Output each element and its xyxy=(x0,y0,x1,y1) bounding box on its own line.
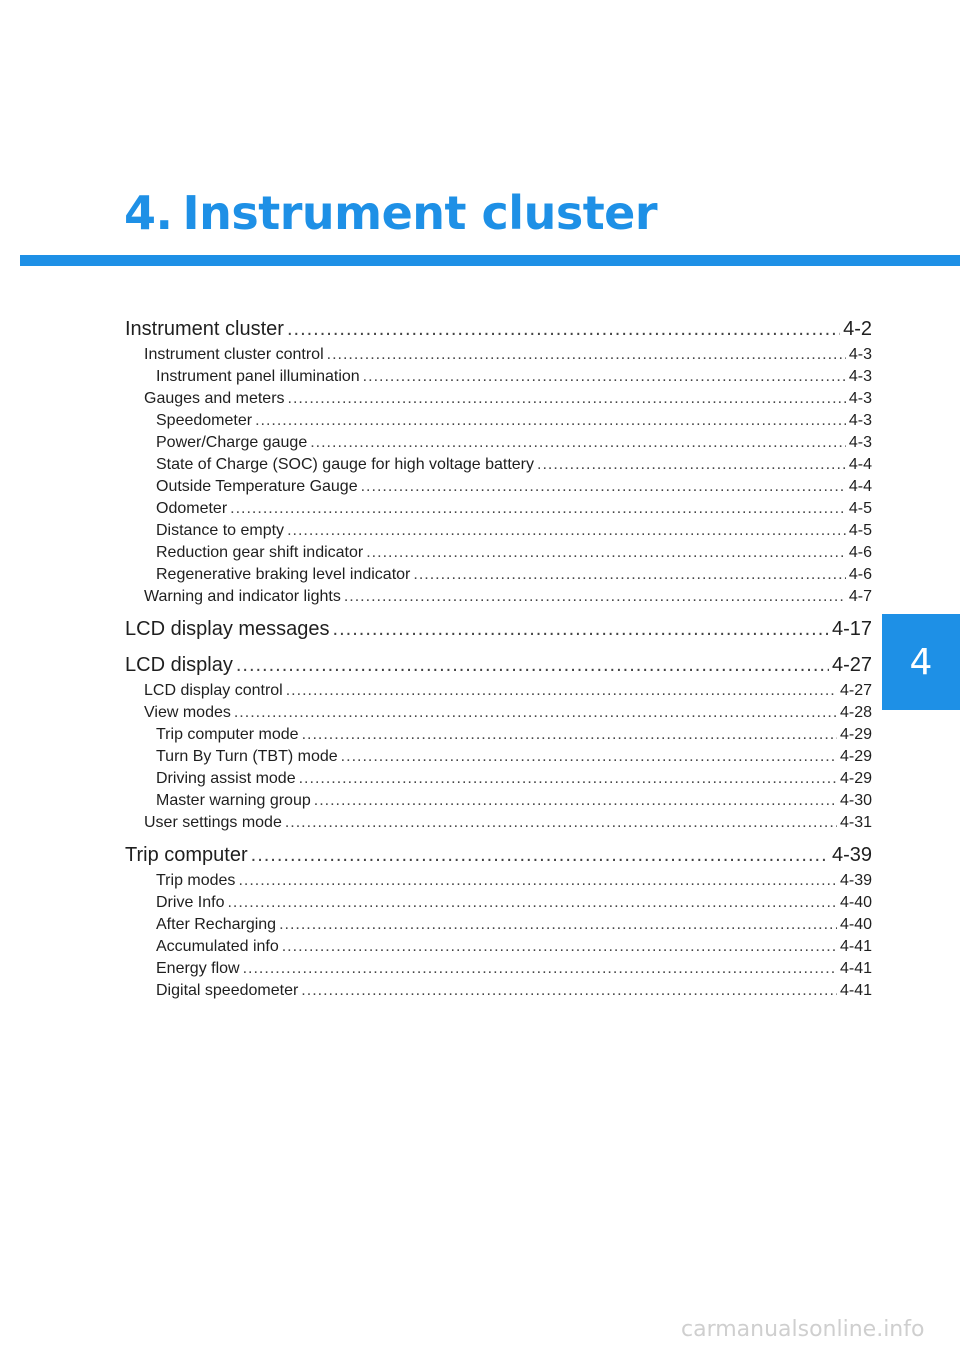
toc-entry[interactable]: Drive Info ..... 4-40 xyxy=(125,892,872,914)
toc-entry[interactable]: Trip modes ..... 4-39 xyxy=(125,870,872,892)
toc-entry[interactable]: Outside Temperature Gauge ..... 4-4 xyxy=(125,476,872,498)
chapter-name: Instrument cluster xyxy=(182,186,658,240)
toc-entry[interactable]: User settings mode ..... 4-31 xyxy=(125,812,872,834)
toc-entry[interactable]: Turn By Turn (TBT) mode ..... 4-29 xyxy=(125,746,872,768)
toc-entry[interactable]: Accumulated info ..... 4-41 xyxy=(125,936,872,958)
toc-entry[interactable]: After Recharging ..... 4-40 xyxy=(125,914,872,936)
toc-entry[interactable]: Digital speedometer ..... 4-41 xyxy=(125,980,872,1002)
toc-entry[interactable]: LCD display control ..... 4-27 xyxy=(125,680,872,702)
toc-entry[interactable]: State of Charge (SOC) gauge for high voltage battery ..... 4-4 xyxy=(125,454,872,476)
watermark: carmanualsonline.info xyxy=(681,1317,925,1342)
chapter-title xyxy=(124,186,658,240)
toc-entry[interactable]: Instrument cluster control ..... 4-3 xyxy=(125,344,872,366)
toc-entry[interactable]: LCD display ..... 4-27 xyxy=(125,650,872,680)
toc-entry[interactable]: Speedometer ..... 4-3 xyxy=(125,410,872,432)
toc-entry[interactable]: LCD display messages ..... 4-17 xyxy=(125,614,872,644)
toc-entry[interactable]: Distance to empty ..... 4-5 xyxy=(125,520,872,542)
toc-entry[interactable]: View modes ..... 4-28 xyxy=(125,702,872,724)
chapter-tab[interactable]: 4 xyxy=(882,614,960,710)
toc-entry[interactable]: Instrument panel illumination ..... 4-3 xyxy=(125,366,872,388)
toc-entry[interactable]: Instrument cluster ..... 4-2 xyxy=(125,314,872,344)
toc-entry[interactable]: Trip computer mode ..... 4-29 xyxy=(125,724,872,746)
toc-entry[interactable]: Trip computer ..... 4-39 xyxy=(125,840,872,870)
toc-entry[interactable]: Warning and indicator lights ..... 4-7 xyxy=(125,586,872,608)
toc-entry[interactable]: Power/Charge gauge ..... 4-3 xyxy=(125,432,872,454)
toc-entry[interactable]: Gauges and meters ..... 4-3 xyxy=(125,388,872,410)
toc-entry[interactable]: Master warning group ..... 4-30 xyxy=(125,790,872,812)
toc-entry[interactable]: Regenerative braking level indicator ..... 4-6 xyxy=(125,564,872,586)
toc-entry[interactable]: Reduction gear shift indicator ..... 4-6 xyxy=(125,542,872,564)
toc-entry[interactable]: Energy flow ..... 4-41 xyxy=(125,958,872,980)
table-of-contents xyxy=(125,314,872,1002)
chapter-number: 4. xyxy=(124,186,173,240)
title-rule xyxy=(20,255,960,266)
toc-entry[interactable]: Driving assist mode ..... 4-29 xyxy=(125,768,872,790)
toc-entry[interactable]: Odometer ..... 4-5 xyxy=(125,498,872,520)
